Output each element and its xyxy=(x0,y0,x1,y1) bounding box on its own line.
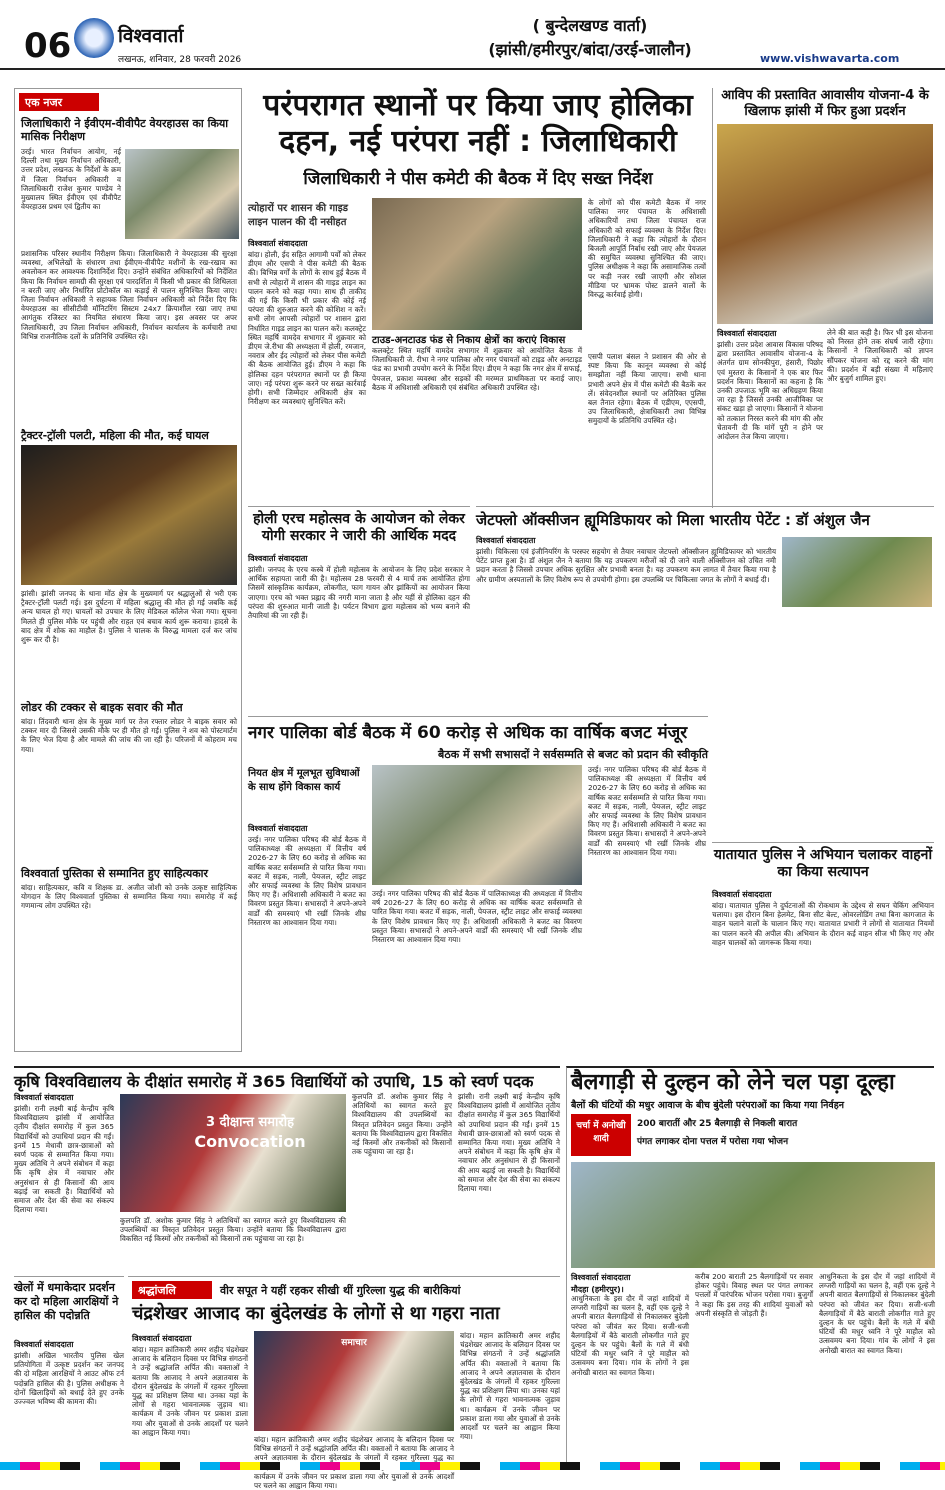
tractor-accident-photo xyxy=(21,445,237,585)
peace-committee-photo xyxy=(372,198,582,330)
azad-byline: विश्ववार्ता संवाददाता xyxy=(132,1334,192,1343)
dateline: लखनऊ, शनिवार, 28 फरवरी 2026 xyxy=(118,55,242,65)
khelo-story xyxy=(14,1276,124,1466)
lead-byline: विश्ववार्ता संवाददाता xyxy=(248,239,308,248)
azad-tagline: वीर सपूत ने यहीं रहकर सीखी थीं गुरिल्ला युद्ध की बारीकियां xyxy=(220,1284,461,1297)
budget-body-c: उरई। नगर पालिका परिषद की बोर्ड बैठक में पालिकाध्यक्ष की अध्यक्षता में वित्तीय वर्ष 2026-27 के लिए 60 करोड़ से अधिक का वार्षिक बजट सर्वसम्मति से पारित किया गया। बजट में सड़क, नाली, पेयजल, स्ट्रीट लाइट और सफाई व्यवस्था के लिए विशेष प्रावधान किए गए हैं। अधिशासी अधिकारी ने बजट का विवरण प्रस्तुत किया। सभासदों ने अपने-अपने वार्डों की समस्याएं भी रखीं जिनके शीघ्र निस्तारण का आश्वासन दिया गया। xyxy=(588,765,706,857)
azad-body-c: बांदा। महान क्रांतिकारी अमर शहीद चंद्रशेखर आजाद के बलिदान दिवस पर विभिन्न संगठनों ने उन्हें श्रद्धांजलि अर्पित की। वक्ताओं ने बताया कि आजाद ने अपने अज्ञातवास के दौरान बुंदेलखंड के जंगलों में रहकर गुरिल्ला युद्ध का प्रशिक्षण लिया था। उनका यहां के लोगों से गहरा भावनात्मक जुड़ाव था। कार्यक्रम में उनके जीवन पर प्रकाश डाला गया और युवाओं से उनके आदर्शों पर चलने का आह्वान किया गया। xyxy=(460,1331,560,1442)
convocation-body2: कुलपति डॉ. अशोक कुमार सिंह ने अतिथियों का स्वागत करते हुए विश्वविद्यालय की उपलब्धियों का विस्तृत प्रतिवेदन प्रस्तुत किया। उन्होंने बताया कि विश्वविद्यालय द्वारा विकसित नई किस्मों और तकनीकों को किसानों तक पहुंचाया जा रहा है। xyxy=(352,1092,452,1157)
lead-kicker: त्योहारों पर शासन की गाइड लाइन पालन की दी नसीहत xyxy=(248,203,349,228)
edition-regions: (झांसी/हमीरपुर/बांदा/उरई-जालौन) xyxy=(488,40,692,59)
khelo-byline: विश्ववार्ता संवाददाता xyxy=(14,1340,74,1349)
ek-nazar-column xyxy=(14,88,242,1052)
patent-byline: विश्ववार्ता संवाददाता xyxy=(476,536,536,545)
azad-photo-banner: समाचार xyxy=(341,1338,367,1348)
bullock-body-b: करीब 200 बाराती 25 बैलगाड़ियों पर सवार होकर पहुंचे। विवाह स्थल पर पंगत लगाकर पत्तलों में पारंपरिक भोजन परोसा गया। बुजुर्गों ने कहा कि इस तरह की शादियां युवाओं को अपनी संस्कृति से जोड़ती हैं। xyxy=(695,1272,813,1318)
brand-logo-icon xyxy=(74,18,114,58)
loader-accident-headline: लोडर की टक्कर से बाइक सवार की मौत xyxy=(21,701,183,714)
bullock-body: आधुनिकता के इस दौर में जहां शादियों में लग्जरी गाड़ियों का चलन है, वहीं एक दूल्हे ने अपनी बारात बैलगाड़ियों से निकालकर बुंदेली परंपरा को जीवंत कर दिया। सजी-धजी बैलगाड़ियों में बैठे बाराती लोकगीत गाते हुए दुल्हन के घर पहुंचे। बैलों के गले में बंधी घंटियों की मधुर ध्वनि ने पूरे माहौल को उत्सवमय बना दिया। गांव के लोगों ने इस अनोखी बारात का स्वागत किया। xyxy=(571,1294,689,1377)
lead-body: बांदा। होली, ईद सहित आगामी पर्वों को लेकर डीएम और एसपी ने पीस कमेटी की बैठक की। बिभिन्न वर्गों के लोगों के साथ हुई बैठक में सभी से त्योहारों में शासन की गाइड लाइन का पालन करने को कहा गया। साथ ही ताकीद की गई कि किसी भी प्रकार की कोई नई परंपरा की शुरुआत करने की कोशिश न करें। सभी लोग आपसी त्योहारों पर शासन द्वारा निर्धारित गाइड लाइन का पालन करें। कलक्ट्रेट स्थित महर्षि वामदेव सभागार में शुक्रवार को डीएम जे.रीभा की अध्यक्षता में होली, रमजान, नवरात्र और ईद त्योहारों को लेकर पीस कमेटी की बैठक आयोजित हुई। डीएम ने कहा कि होलिका दहन परंपरागत स्थानों पर ही किया जाए। नई परंपरा शुरू करने पर सख्त कार्रवाई होगी। सभी जिम्मेदार अधिकारी क्षेत्र का निरीक्षण कर व्यवस्थाएं सुनिश्चित करें। xyxy=(248,250,366,407)
convocation-byline: विश्ववार्ता संवाददाता xyxy=(14,1093,74,1102)
lead-col3: के लोगों को पीस कमेटी बैठक में नगर पालिका नगर पंचायत के अधिशासी अधिकारियों तथा जिला पंचायत राज अधिकारी को सफाई व्यवस्था के निर्देश दिए। जिलाधिकारी ने कहा कि त्योहारों के दौरान बिजली आपूर्ति निर्बाध रखी जाए और पेयजल की समुचित व्यवस्था सुनिश्चित की जाए। पुलिस अधीक्षक ने कहा कि असामाजिक तत्वों पर कड़ी नजर रखी जाएगी और सोशल मीडिया पर भ्रामक पोस्ट डालने वालों के विरुद्ध कार्रवाई होगी। xyxy=(588,198,706,300)
tractor-accident-body: झांसी। झांसी जनपद के थाना मोंठ क्षेत्र के मुख्यमार्ग पर श्रद्धालुओं से भरी एक ट्रैक्टर-ट्रॉली पलटी गई। इस दुर्घटना में महिला श्रद्धालु की मौत हो गई जबकि कई अन्य घायल हो गए। घायलों को उपचार के लिए मेडिकल कॉलेज भेजा गया। सूचना मिलते ही पुलिस मौके पर पहुंची और राहत एवं बचाव कार्य शुरू कराया। हादसे के बाद क्षेत्र में शोक का माहौल है। पुलिस ने चालक के विरुद्ध मामला दर्ज कर जांच शुरू कर दी है। xyxy=(21,589,237,645)
lead-subhead: जिलाधिकारी ने पीस कमेटी की बैठक में दिए सख्त निर्देश xyxy=(303,169,653,189)
khelo-headline: खेलों में धमाकेदार प्रदर्शन कर दो महिला आरक्षियों ने हासिल की पदोन्नति xyxy=(14,1281,119,1322)
bullock-headline: बैलगाड़ी से दुल्हन को लेने चल पड़ा दूल्हा xyxy=(571,1070,895,1095)
protest-byline: विश्ववार्ता संवाददाता xyxy=(717,329,777,338)
budget-body: उरई। नगर पालिका परिषद की बोर्ड बैठक में पालिकाध्यक्ष की अध्यक्षता में वित्तीय वर्ष 2026-27 के लिए 60 करोड़ से अधिक का वार्षिक बजट सर्वसम्मति से पारित किया गया। बजट में सड़क, नाली, पेयजल, स्ट्रीट लाइट और सफाई व्यवस्था के लिए विशेष प्रावधान किए गए हैं। अधिशासी अधिकारी ने बजट का विवरण प्रस्तुत किया। सभासदों ने अपने-अपने वार्डों की समस्याएं भी रखीं जिनके शीघ्र निस्तारण का आश्वासन दिया गया। xyxy=(248,835,366,927)
protest-body2: लेने की बात कही है। फिर भी इस योजना को निरस्त होने तक संघर्ष जारी रहेगा। किसानों ने जिलाधिकारी को ज्ञापन सौंपकर योजना को रद्द करने की मांग की। प्रदर्शन में बड़ी संख्या में महिलाएं और बुजुर्ग शामिल हुए। xyxy=(827,328,933,384)
convocation-banner-english: Convocation xyxy=(194,1132,306,1151)
azad-body: बांदा। महान क्रांतिकारी अमर शहीद चंद्रशेखर आजाद के बलिदान दिवस पर विभिन्न संगठनों ने उन्हें श्रद्धांजलि अर्पित की। वक्ताओं ने बताया कि आजाद ने अपने अज्ञातवास के दौरान बुंदेलखंड के जंगलों में रहकर गुरिल्ला युद्ध का प्रशिक्षण लिया था। उनका यहां के लोगों से गहरा भावनात्मक जुड़ाव था। कार्यक्रम में उनके जीवन पर प्रकाश डाला गया और युवाओं से उनके आदर्शों पर चलने का आह्वान किया गया। xyxy=(132,1345,248,1437)
protest-body: झांसी। उत्तर प्रदेश आवास विकास परिषद द्वारा प्रस्तावित आवासीय योजना-4 के अंतर्गत ग्राम सोनकीपुरा, हंसारी, पिछोर एवं मुस्तरा के किसानों ने एक बार फिर प्रदर्शन किया। किसानों का कहना है कि उनकी उपजाऊ भूमि का अधिग्रहण किया जा रहा है जिससे उनकी आजीविका पर संकट खड़ा हो जाएगा। किसानों ने योजना को तत्काल निरस्त करने की मांग की और चेतावनी दी कि मांगें पूरी न होने पर आंदोलन तेज किया जाएगा। xyxy=(717,340,823,442)
lead-headline: परंपरागत स्थानों पर किया जाए होलिका दहन, नई परंपरा नहीं : जिलाधिकारी xyxy=(263,88,693,159)
bullock-story xyxy=(566,1066,934,1466)
budget-block xyxy=(248,716,708,1062)
page-header xyxy=(0,0,945,70)
budget-meeting-photo xyxy=(372,765,582,885)
holi-fest-byline: विश्ववार्ता संवाददाता xyxy=(248,554,308,563)
registration-strip xyxy=(0,1462,945,1470)
bullock-badge: चर्चा में अनोखी शादी xyxy=(571,1114,631,1156)
evm-inspection-photo xyxy=(125,149,239,239)
ek-nazar-lead: उरई। भारत निर्वाचन आयोग, नई दिल्ली तथा मुख्य निर्वाचन अधिकारी, उत्तर प्रदेश, लखनऊ के निर्देशों के क्रम में जिला निर्वाचन अधिकारी व जिलाधिकारी राजेश कुमार पाण्डेय ने मुख्यालय स्थित ईवीएम एवं वीवीपैट वेयरहाउस प्रथम एवं द्वितीय का xyxy=(21,147,121,212)
convocation-photo xyxy=(120,1094,346,1212)
azad-tag: श्रद्धांजलि xyxy=(132,1281,212,1299)
azad-headline: चंद्रशेखर आजाद का बुंदेलखंड के लोगों से था गहरा नाता xyxy=(132,1303,500,1324)
bullock-dateline: मौदहा (हमीरपुर)। xyxy=(571,1285,624,1294)
patent-headline: जेटफ्लो ऑक्सीजन ह्यूमिडिफायर को मिला भारतीय पेटेंट : डॉ अंशुल जैन xyxy=(476,511,870,529)
ek-nazar-body: प्रशासनिक परिसर स्थानीय निरीक्षण किया। जिलाधिकारी ने वेयरहाउस की सुरक्षा व्यवस्था, अभिलेखों के संधारण तथा ईवीएम-वीवीपैट मशीनों के रख-रखाव का अवलोकन कर आवश्यक दिशानिर्देश दिए। उन्होंने संबंधित अधिकारियों को निर्देशित किया कि निर्वाचन सामग्री की सुरक्षा एवं पारदर्शिता में किसी भी प्रकार की शिथिलता न बरती जाए और निर्धारित प्रोटोकॉल का कड़ाई से पालन सुनिश्चित किया जाए। जिला निर्वाचन अधिकारी ने सहायक जिला निर्वाचन अधिकारी को निर्देश दिए कि वेयरहाउस का सीसीटीवी मॉनिटरिंग सिस्टम 24x7 क्रियाशील रखा जाए तथा आगंतुक रजिस्टर का नियमित संधारण किया जाए। इस अवसर पर अपर जिलाधिकारी, उप जिला निर्वाचन अधिकारी, निर्वाचन कार्यालय के कर्मचारी तथा विभिन्न राजनीतिक दलों के प्रतिनिधि उपस्थित रहे। xyxy=(21,249,237,341)
traffic-headline: यातायात पुलिस ने अभियान चलाकर वाहनों का किया सत्यापन xyxy=(713,847,933,880)
traffic-body: बांदा। यातायात पुलिस ने दुर्घटनाओं की रोकथाम के उद्देश्य से सघन चेकिंग अभियान चलाया। इस दौरान बिना हेलमेट, बिना सीट बेल्ट, ओवरलोडिंग तथा बिना कागजात के वाहन चलाने वालों के चालान किए गए। यातायात प्रभारी ने लोगों से यातायात नियमों का पालन करने की अपील की। अभियान के दौरान कई वाहन सीज भी किए गए और वाहन चालकों को जागरूक किया गया। xyxy=(712,901,934,947)
patent-photo xyxy=(782,537,932,607)
ek-nazar-headline: जिलाधिकारी ने ईवीएम-वीवीपैट वेयरहाउस का किया मासिक निरीक्षण xyxy=(21,117,229,143)
lead-col4: एसपी पलाश बंसल ने प्रशासन की ओर से स्पष्ट किया कि कानून व्यवस्था से कोई समझौता नहीं किया जाएगा। सभी थाना प्रभारी अपने क्षेत्र में पीस कमेटी की बैठकें कर लें। संवेदनशील स्थानों पर अतिरिक्त पुलिस बल तैनात रहेगा। बैठक में एडीएम, एएसपी, उप जिलाधिकारी, क्षेत्राधिकारी तथा विभिन्न समुदायों के प्रतिनिधि उपस्थित रहे। xyxy=(588,352,706,426)
budget-kicker: नियत क्षेत्र में मूलभूत सुविधाओं के साथ होंगे विकास कार्य xyxy=(248,768,360,793)
budget-subhead: बैठक में सभी सभासदों ने सर्वसम्मति से बजट को प्रदान की स्वीकृति xyxy=(438,748,708,761)
protest-story xyxy=(712,88,934,508)
convocation-body-b: कुलपति डॉ. अशोक कुमार सिंह ने अतिथियों का स्वागत करते हुए विश्वविद्यालय की उपलब्धियों का विस्तृत प्रतिवेदन प्रस्तुत किया। उन्होंने बताया कि विश्वविद्यालय द्वारा विकसित नई किस्मों और तकनीकों को किसानों तक पहुंचाया जा रहा है। xyxy=(120,1216,346,1244)
website-link[interactable]: www.vishwavarta.com xyxy=(760,52,900,65)
azad-story xyxy=(128,1276,560,1490)
bullock-body-c: आधुनिकता के इस दौर में जहां शादियों में लग्जरी गाड़ियों का चलन है, वहीं एक दूल्हे ने अपनी बारात बैलगाड़ियों से निकालकर बुंदेली परंपरा को जीवंत कर दिया। सजी-धजी बैलगाड़ियों में बैठे बाराती लोकगीत गाते हुए दुल्हन के घर पहुंचे। बैलों के गले में बंधी घंटियों की मधुर ध्वनि ने पूरे माहौल को उत्सवमय बना दिया। गांव के लोगों ने इस अनोखी बारात का स्वागत किया। xyxy=(819,1272,935,1355)
lead-photo-caption: टाउड-अनटाउड फंड से निकाय क्षेत्रों का कराएं विकास xyxy=(372,335,566,346)
azad-body-b: बांदा। महान क्रांतिकारी अमर शहीद चंद्रशेखर आजाद के बलिदान दिवस पर विभिन्न संगठनों ने उन्हें श्रद्धांजलि अर्पित की। वक्ताओं ने बताया कि आजाद ने अपने अज्ञातवास के दौरान बुंदेलखंड के जंगलों में रहकर गुरिल्ला युद्ध का कार्यक्रम में उनके जीवन पर प्रकाश डाला गया और युवाओं से उनके आदर्शों पर चलने का आह्वान किया गया। xyxy=(254,1435,454,1490)
bullock-bullet-1: 200 बारातीं और 25 बैलगाड़ी से निकली बारात xyxy=(637,1119,798,1129)
page-number: 06 xyxy=(24,26,72,66)
edition-title: ( बुन्देलखण्ड वार्ता) xyxy=(532,16,648,35)
lead-story xyxy=(248,88,708,498)
loader-accident-body: बांदा। तिंदवारी थाना क्षेत्र के मुख्य मार्ग पर तेज रफ्तार लोडर ने बाइक सवार को टक्कर मार दी जिससे उसकी मौके पर ही मौत हो गई। पुलिस ने शव को पोस्टमार्टम के लिए भेज दिया है और मामले की जांच की जा रही है। परिजनों में कोहराम मच गया। xyxy=(21,717,237,754)
holi-fest-body: झांसी। जनपद के एरच कस्बे में होली महोत्सव के आयोजन के लिए प्रदेश सरकार ने आर्थिक सहायता जारी की है। महोत्सव 28 फरवरी से 4 मार्च तक आयोजित होगा जिसमें सांस्कृतिक कार्यक्रम, लोकगीत, फाग गायन और झांकियों का आयोजन किया जाएगा। एरच को भक्त प्रह्लाद की नगरी माना जाता है और यहीं से होलिका दहन की परंपरा की शुरुआत मानी जाती है। पर्यटन विभाग द्वारा महोत्सव को भव्य बनाने की तैयारियां की जा रही हैं। xyxy=(248,565,470,621)
convocation-headline: कृषि विश्वविद्यालय के दीक्षांत समारोह में 365 विद्यार्थियों को उपाधि, 15 को स्वर्ण पदक xyxy=(14,1072,534,1091)
convocation-block xyxy=(14,1092,560,1272)
convocation-body: झांसी। रानी लक्ष्मी बाई केन्द्रीय कृषि विश्वविद्यालय झांसी में आयोजित तृतीय दीक्षांत समारोह में कुल 365 विद्यार्थियों को उपाधियां प्रदान की गईं। इनमें 15 मेधावी छात्र-छात्राओं को स्वर्ण पदक से सम्मानित किया गया। मुख्य अतिथि ने अपने संबोधन में कहा कि कृषि क्षेत्र में नवाचार और अनुसंधान से ही किसानों की आय बढ़ाई जा सकती है। विद्यार्थियों को समाज और देश की सेवा का संकल्प दिलाया गया। xyxy=(14,1104,114,1215)
ek-nazar-label: एक नजर xyxy=(19,93,99,111)
bullock-cart-photo xyxy=(571,1162,935,1268)
convocation-banner-hindi: 3 दीक्षान्त समारोह xyxy=(206,1115,294,1130)
protest-headline: आविप की प्रस्तावित आवासीय योजना-4 के खिलाफ झांसी में फिर हुआ प्रदर्शन xyxy=(721,88,929,119)
patent-body: झांसी। चिकित्सा एवं इंजीनियरिंग के परस्पर सहयोग से तैयार नवाचार जेटफ्लो ऑक्सीजन ह्यूमिडिफायर को भारतीय पेटेंट प्राप्त हुआ है। डॉ अंशुल जैन ने बताया कि यह उपकरण मरीजों को दी जाने वाली ऑक्सीजन को उचित नमी प्रदान करता है जिससे उपचार अधिक सुरक्षित और प्रभावी बनता है। यह उपकरण कम लागत में तैयार किया गया है और ग्रामीण अस्पतालों के लिए विशेष रूप से उपयोगी होगा। इस उपलब्धि पर चिकित्सा जगत के लोगों ने बधाई दी। xyxy=(476,547,776,584)
writer-honour-body: बांदा। साहित्यकार, कवि व शिक्षक डा. अजीत जोशी को उनके उत्कृष्ट साहित्यिक योगदान के लिए विश्ववार्ता पुस्तिका से सम्मानित किया गया। समारोह में कई गणमान्य लोग उपस्थित रहे। xyxy=(21,883,237,911)
bullock-bullet-2: पंगत लगाकर दोना पत्तल में परोसा गया भोजन xyxy=(637,1137,789,1147)
tractor-accident-headline: ट्रैक्टर-ट्रॉली पलटी, महिला की मौत, कई घायल xyxy=(21,429,209,442)
budget-byline: विश्ववार्ता संवाददाता xyxy=(248,824,308,833)
bullock-byline: विश्ववार्ता संवाददाता xyxy=(571,1273,631,1282)
traffic-story xyxy=(712,842,934,1062)
protest-photo xyxy=(717,124,933,324)
bullock-subhead: बैलों की घंटियों की मधुर आवाज के बीच बुंदेली परंपराओं का किया गया निर्वहन xyxy=(571,1100,845,1111)
traffic-byline: विश्ववार्ता संवाददाता xyxy=(712,890,772,899)
budget-headline: नगर पालिका बोर्ड बैठक में 60 करोड़ से अधिक का वार्षिक बजट मंजूर xyxy=(248,723,688,743)
budget-body-b: उरई। नगर पालिका परिषद की बोर्ड बैठक में पालिकाध्यक्ष की अध्यक्षता में वित्तीय वर्ष 2026-27 के लिए 60 करोड़ से अधिक का वार्षिक बजट सर्वसम्मति से पारित किया गया। बजट में सड़क, नाली, पेयजल, स्ट्रीट लाइट और सफाई व्यवस्था के लिए विशेष प्रावधान किए गए हैं। अधिशासी अधिकारी ने बजट का विवरण प्रस्तुत किया। सभासदों ने अपने-अपने वार्डों की समस्याएं भी रखीं जिनके शीघ्र निस्तारण का आश्वासन दिया गया। xyxy=(372,889,582,945)
lead-caption-body: कलक्ट्रेट स्थित महर्षि वामदेव सभागार में शुक्रवार को आयोजित बैठक में जिलाधिकारी जे. रीभा ने नगर पालिका और नगर पंचायतों को टाइड और अनटाइड फंड का प्रभावी उपयोग करने के निर्देश दिए। डीएम ने कहा कि नगर क्षेत्र में सफाई, पेयजल, प्रकाश व्यवस्था और सड़कों की मरम्मत प्राथमिकता पर कराई जाए। बैठक में अधिशासी अधिकारी एवं संबंधित अधिकारी उपस्थित रहे। xyxy=(372,346,582,392)
azad-tribute-photo xyxy=(254,1331,454,1431)
convocation-body3: झांसी। रानी लक्ष्मी बाई केन्द्रीय कृषि विश्वविद्यालय झांसी में आयोजित तृतीय दीक्षांत समारोह में कुल 365 विद्यार्थियों को उपाधियां प्रदान की गईं। इनमें 15 मेधावी छात्र-छात्राओं को स्वर्ण पदक से सम्मानित किया गया। मुख्य अतिथि ने अपने संबोधन में कहा कि कृषि क्षेत्र में नवाचार और अनुसंधान से ही किसानों की आय बढ़ाई जा सकती है। विद्यार्थियों को समाज और देश की सेवा का संकल्प दिलाया गया। xyxy=(458,1092,560,1194)
writer-honour-headline: विश्ववार्ता पुस्तिका से सम्मानित हुए साहित्यकार xyxy=(21,867,209,880)
holi-fest-headline: होली एरच महोत्सव के आयोजन को लेकर योगी सरकार ने जारी की आर्थिक मदद xyxy=(253,511,465,544)
khelo-body: झांसी। अखिल भारतीय पुलिस खेल प्रतियोगिता में उत्कृष्ट प्रदर्शन कर जनपद की दो महिला आरक्षियों ने आउट ऑफ टर्न पदोन्नति हासिल की है। पुलिस अधीक्षक ने दोनों खिलाड़ियों को बधाई देते हुए उनके उज्ज्वल भविष्य की कामना की। xyxy=(14,1351,124,1407)
brand-name: विश्ववार्ता xyxy=(118,25,184,47)
